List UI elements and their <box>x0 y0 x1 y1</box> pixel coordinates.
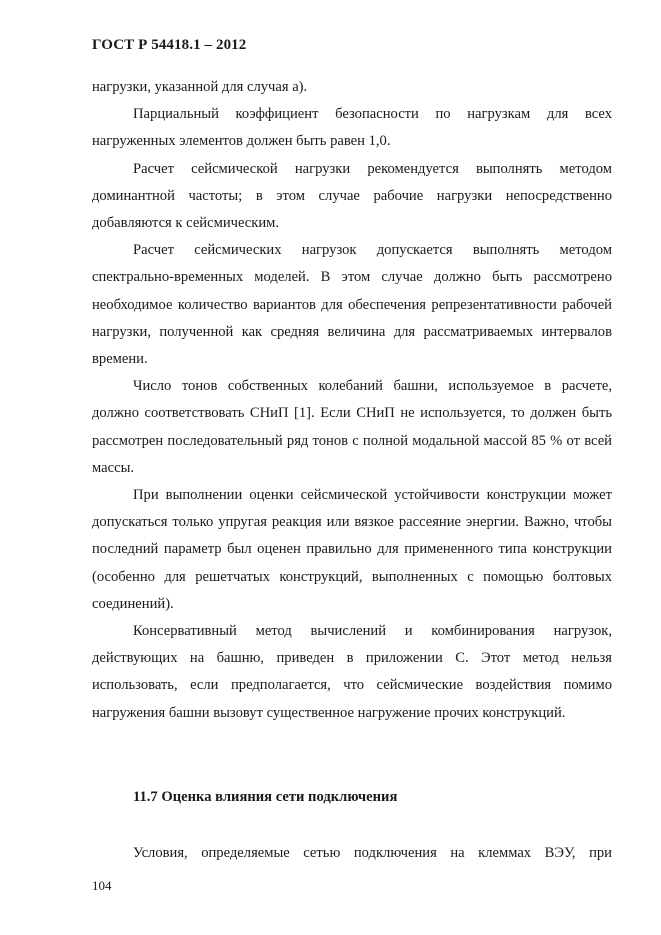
page-number: 104 <box>92 878 112 893</box>
section-first-paragraph: Условия, определяемые сетью подключения на клеммах ВЭУ, при <box>133 845 612 861</box>
paragraph: Расчет сейсмической нагрузки рекомендуется выполнять методом доминантной частоты; в этом случае рабочие нагрузки непосредственно добавляются к сейсмическим. <box>92 160 612 232</box>
paragraph: При выполнении оценки сейсмической устойчивости конструкции может допускаться только упругая реакция или вязкое рассеяние энергии. Важно, чтобы последний параметр был оценен правильно для примененного типа конструкции (особенно для решетчатых конструкций, выполненных с помощью болтовых соединений). <box>92 487 612 612</box>
paragraph-continuation: нагрузки, указанной для случая а). <box>92 79 308 95</box>
paragraph: Расчет сейсмических нагрузок допускается выполнять методом спектрально-временных моделей. В этом случае должно быть рассмотрено необходимое количество вариантов для обеспечения репрезентативности рабочей нагрузки, полученной как средняя величина для рассматриваемых интервалов времени. <box>92 242 612 368</box>
document-header: ГОСТ Р 54418.1 – 2012 <box>92 37 247 53</box>
paragraph: Число тонов собственных колебаний башни, используемое в расчете, должно соответствовать СНиП [1]. Если СНиП не используется, то должен быть рассмотрен последовательный ряд тонов с полной модальной массой 85 % от всей массы. <box>92 378 612 476</box>
body-text <box>92 74 612 727</box>
section-heading: 11.7 Оценка влияния сети подключения <box>133 789 398 805</box>
paragraph: Консервативный метод вычислений и комбинирования нагрузок, действующих на башню, приведен в приложении С. Этот метод нельзя использовать, если предполагается, что сейсмические воздействия помимо нагружения башни вызовут существенное нагружение прочих конструкций. <box>92 623 612 721</box>
paragraph: Парциальный коэффициент безопасности по нагрузкам для всех нагруженных элементов должен быть равен 1,0. <box>92 106 612 150</box>
